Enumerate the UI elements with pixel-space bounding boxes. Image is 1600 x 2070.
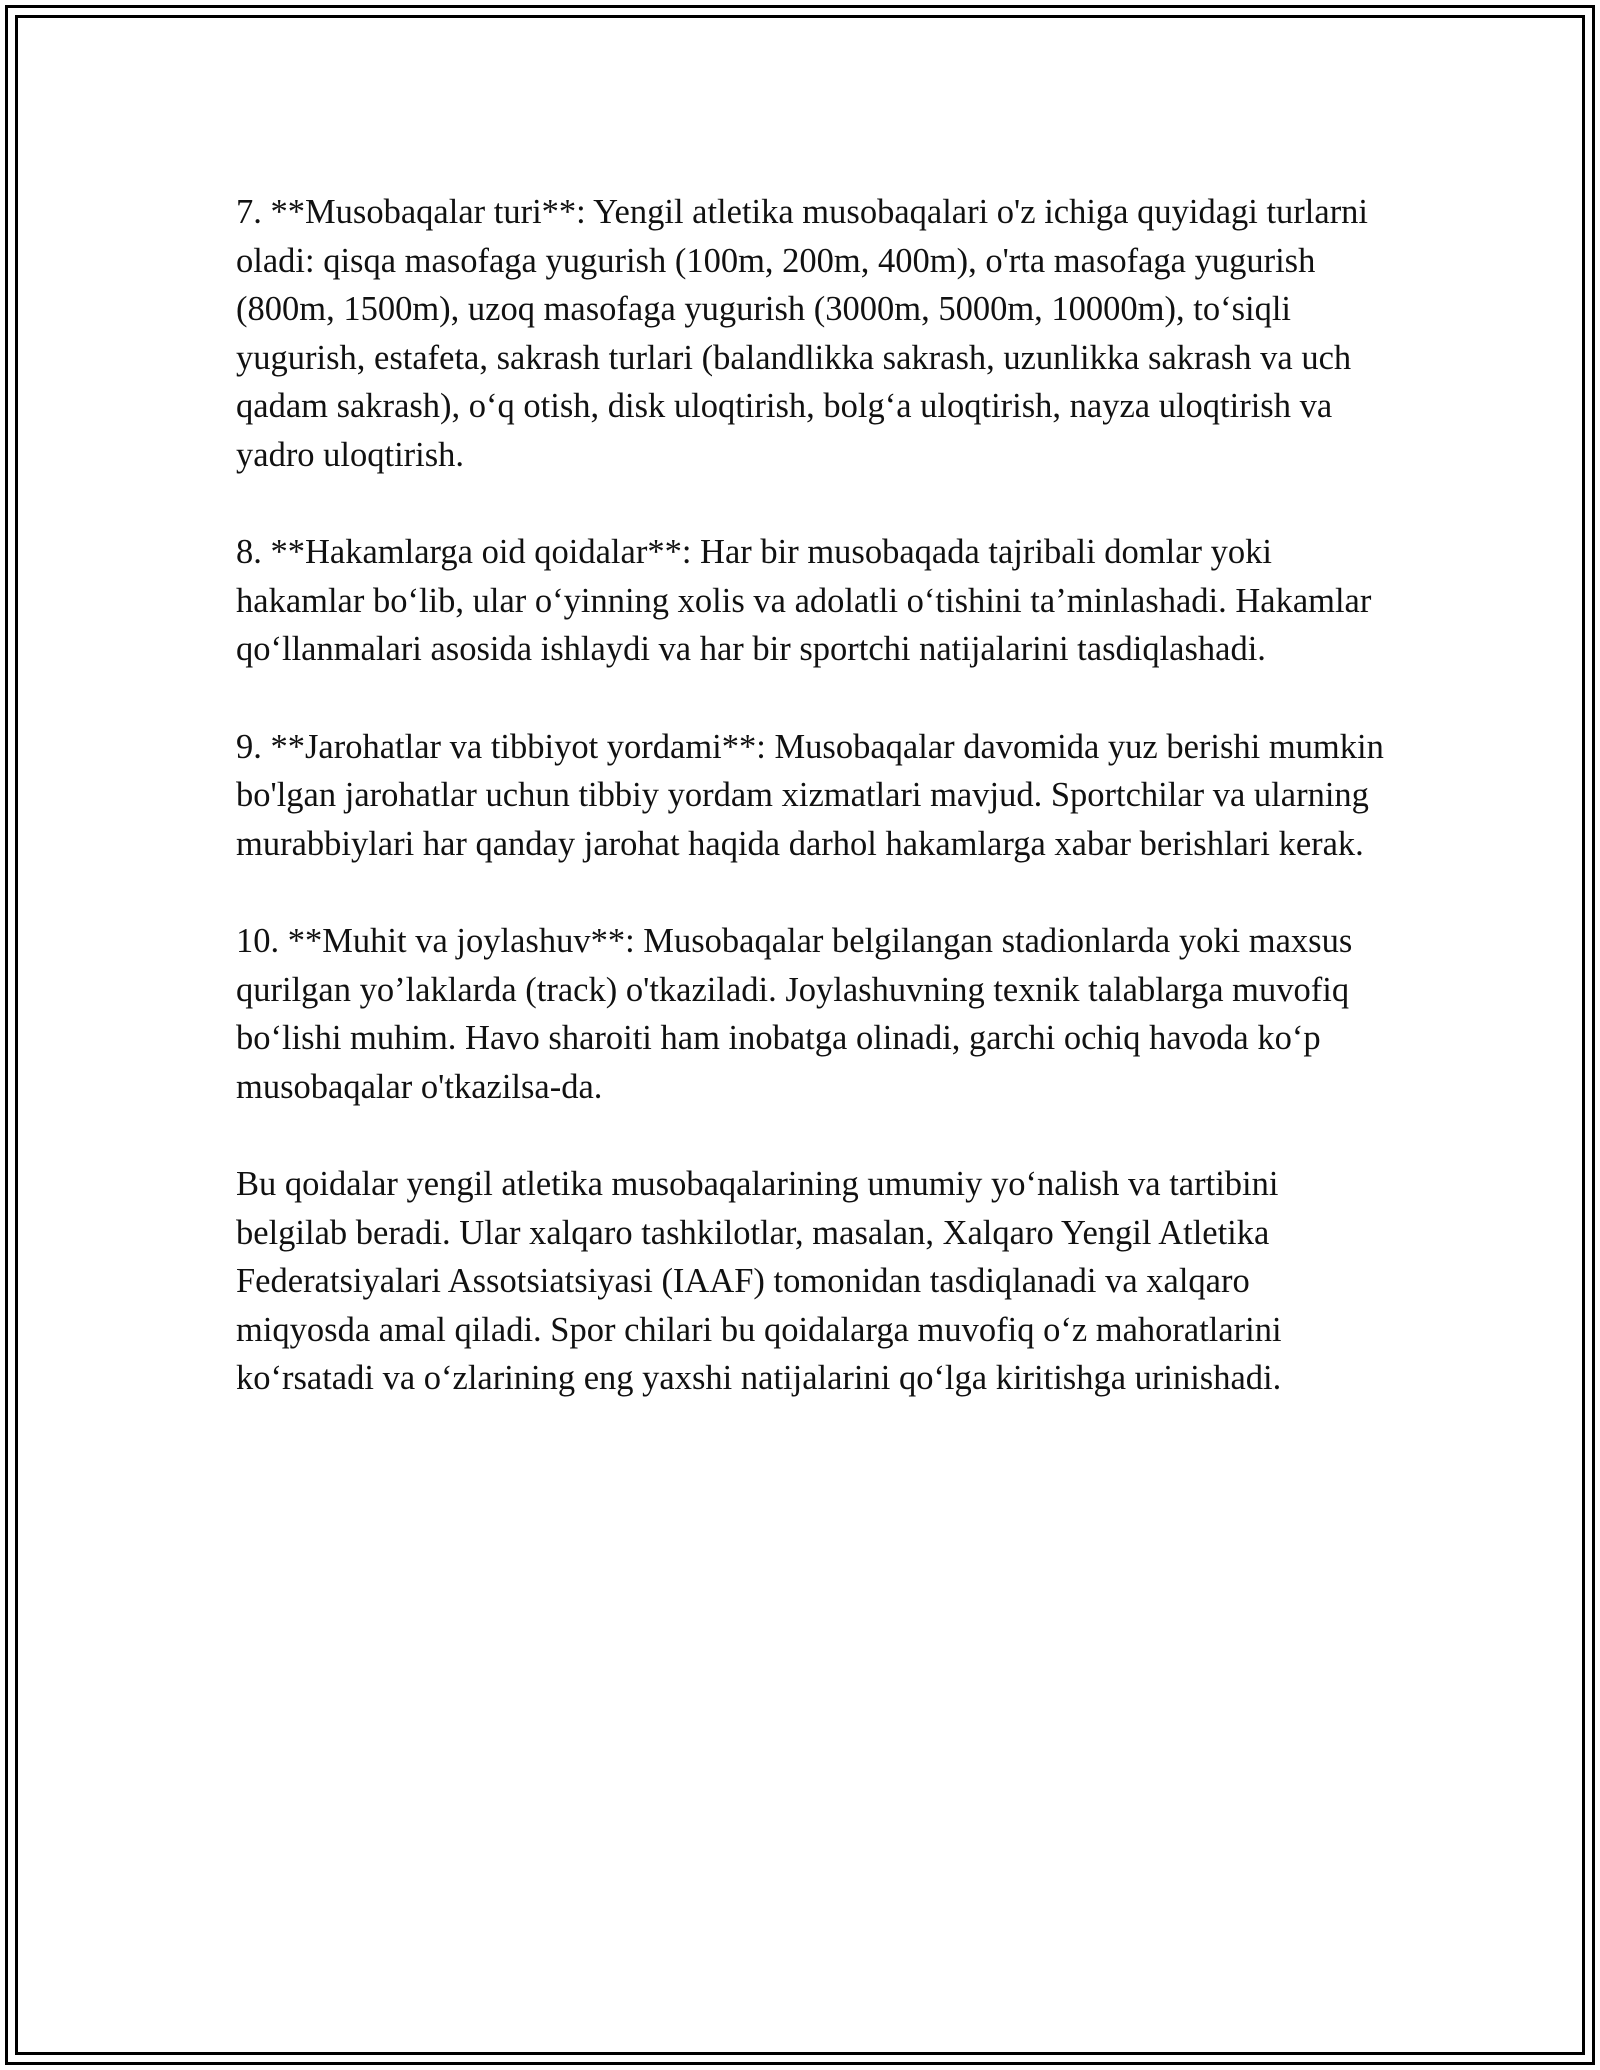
paragraph-injuries-medical-aid: 9. **Jarohatlar va tibbiyot yordami**: Musobaqalar davomida yuz berishi mumkin bo'lgan jarohatlar uchun tibbiy yordam xizmatlari mavjud. Sportchilar va ularning murabbiylari har qanday jarohat haqida darhol hakamlarga xabar berishlari kerak. xyxy=(236,727,1384,863)
paragraph-environment-location: 10. **Muhit va joylashuv**: Musobaqalar belgilangan stadionlarda yoki maxsus qurilgan yo’laklarda (track) o'tkaziladi. Joylashuvning texnik talablarga muvofiq bo‘lishi muhim. Havo sharoiti ham inobatga olinadi, garchi ochiq havoda ko‘p musobaqalar o'tkazilsa-da. xyxy=(236,922,1353,1106)
paragraph-conclusion: Bu qoidalar yengil atletika musobaqalarining umumiy yo‘nalish va tartibini belgilab beradi. Ular xalqaro tashkilotlar, masalan, Xalqaro Yengil Atletika Federatsiyalari Assotsiatsiyasi (IAAF) tomonidan tasdiqlanadi va xalqaro miqyosda amal qiladi. Spor chilari bu qoidalarga muvofiq o‘z mahoratlarini ko‘rsatadi va o‘zlarining eng yaxshi natijalarini qo‘lga kiritishga urinishadi. xyxy=(236,1165,1282,1397)
paragraph-competition-types: 7. **Musobaqalar turi**: Yengil atletika musobaqalari o'z ichiga quyidagi turlarni oladi: qisqa masofaga yugurish (100m, 200m, 400m), o'rta masofaga yugurish (800m, 1500m), uzoq masofaga yugurish (3000m, 5000m, 10000m), to‘siqli yugurish, estafeta, sakrash turlari (balandlikka sakrash, uzunlikka sakrash va uch qadam sakrash), o‘q otish, disk uloqtirish, bolg‘a uloqtirish, nayza uloqtirish va yadro uloqtirish. xyxy=(236,193,1369,474)
document-body xyxy=(236,188,1386,1452)
paragraph-judging-rules: 8. **Hakamlarga oid qoidalar**: Har bir musobaqada tajribali domlar yoki hakamlar bo‘lib, ular o‘yinning xolis va adolatli o‘tishini ta’minlashadi. Hakamlar qo‘llanmalari asosida ishlaydi va har bir sportchi natijalarini tasdiqlashadi. xyxy=(236,533,1372,668)
